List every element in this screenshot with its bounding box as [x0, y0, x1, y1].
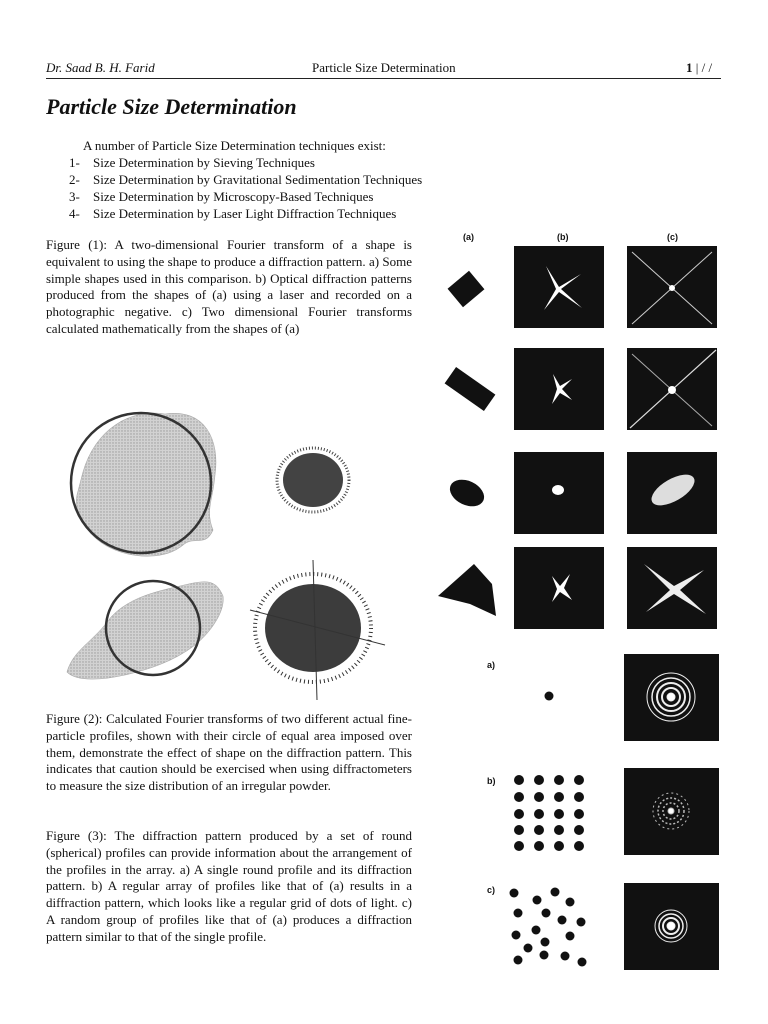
shape-rectangle — [445, 367, 496, 411]
fourier-transform-1 — [277, 448, 349, 512]
list-item: 3- Size Determination by Microscopy-Based Techniques — [69, 189, 374, 204]
intro-text: A number of Particle Size Determination techniques exist: — [83, 138, 386, 153]
shape-square — [448, 271, 485, 307]
figure3-row-label-b: b) — [487, 776, 496, 786]
techniques-list — [69, 154, 422, 222]
figure1-col-label-c: (c) — [667, 232, 678, 242]
random-array — [510, 888, 587, 967]
figure3-row-label-a: a) — [487, 660, 496, 670]
figure2-caption: Figure (2): Calculated Fourier transforms of two different actual fine-particle profiles, shown with their circle of equal area imposed over them, demonstrate the effect of shape on the diffraction pattern. This indicates that caution should be exercised when using diffractometers to measure the size distribution of an irregular powder. — [46, 711, 412, 794]
page-title: Particle Size Determination — [46, 94, 297, 119]
list-item: 1- Size Determination by Sieving Techniques — [69, 155, 315, 170]
header-rule — [46, 78, 721, 79]
single-profile — [545, 692, 554, 701]
page-num: 1 — [686, 60, 693, 75]
header-author: Dr. Saad B. H. Farid — [46, 60, 155, 75]
page-sep: | / / — [692, 60, 713, 75]
figure3-caption: Figure (3): The diffraction pattern produced by a set of round (spherical) profiles can provide information about the arrangement of the profiles in the array. a) A single round profile and its diffraction pattern. b) A regular array of profiles like that of (a) results in a diffraction pattern, which looks like a regular grid of dots of light. c) A random group of profiles like that of (a) produces a diffraction pattern similar to that of the single profile. — [46, 828, 412, 944]
fourier-transform-2 — [250, 560, 385, 700]
figure1-caption: Figure (1): A two-dimensional Fourier transform of a shape is equivalent to using the shape to produce a diffraction pattern. a) Some simple shapes used in this comparison. b) Optical diffraction patterns produced from the shapes of (a) using a laser and recorded on a photographic negative. c) Two dimensional Fourier transforms calculated mathematically from the shapes of (a) — [46, 237, 412, 336]
header-page-number — [686, 60, 712, 76]
shape-irregular — [438, 564, 496, 616]
figure3-row-label-c: c) — [487, 885, 496, 895]
figure1-col-label-b: (b) — [557, 232, 569, 242]
list-item: 4- Size Determination by Laser Light Diffraction Techniques — [69, 206, 397, 221]
regular-array — [514, 775, 584, 851]
shape-ellipse — [446, 475, 489, 512]
list-item: 2- Size Determination by Gravitational Sedimentation Techniques — [69, 172, 423, 187]
figure1-col-label-a: (a) — [463, 232, 474, 242]
figure1-image — [434, 244, 724, 634]
irregular-profile-1 — [76, 413, 216, 556]
figure2-image — [55, 400, 415, 710]
header-doc-title: Particle Size Determination — [312, 60, 456, 75]
figure3-image — [500, 650, 725, 980]
